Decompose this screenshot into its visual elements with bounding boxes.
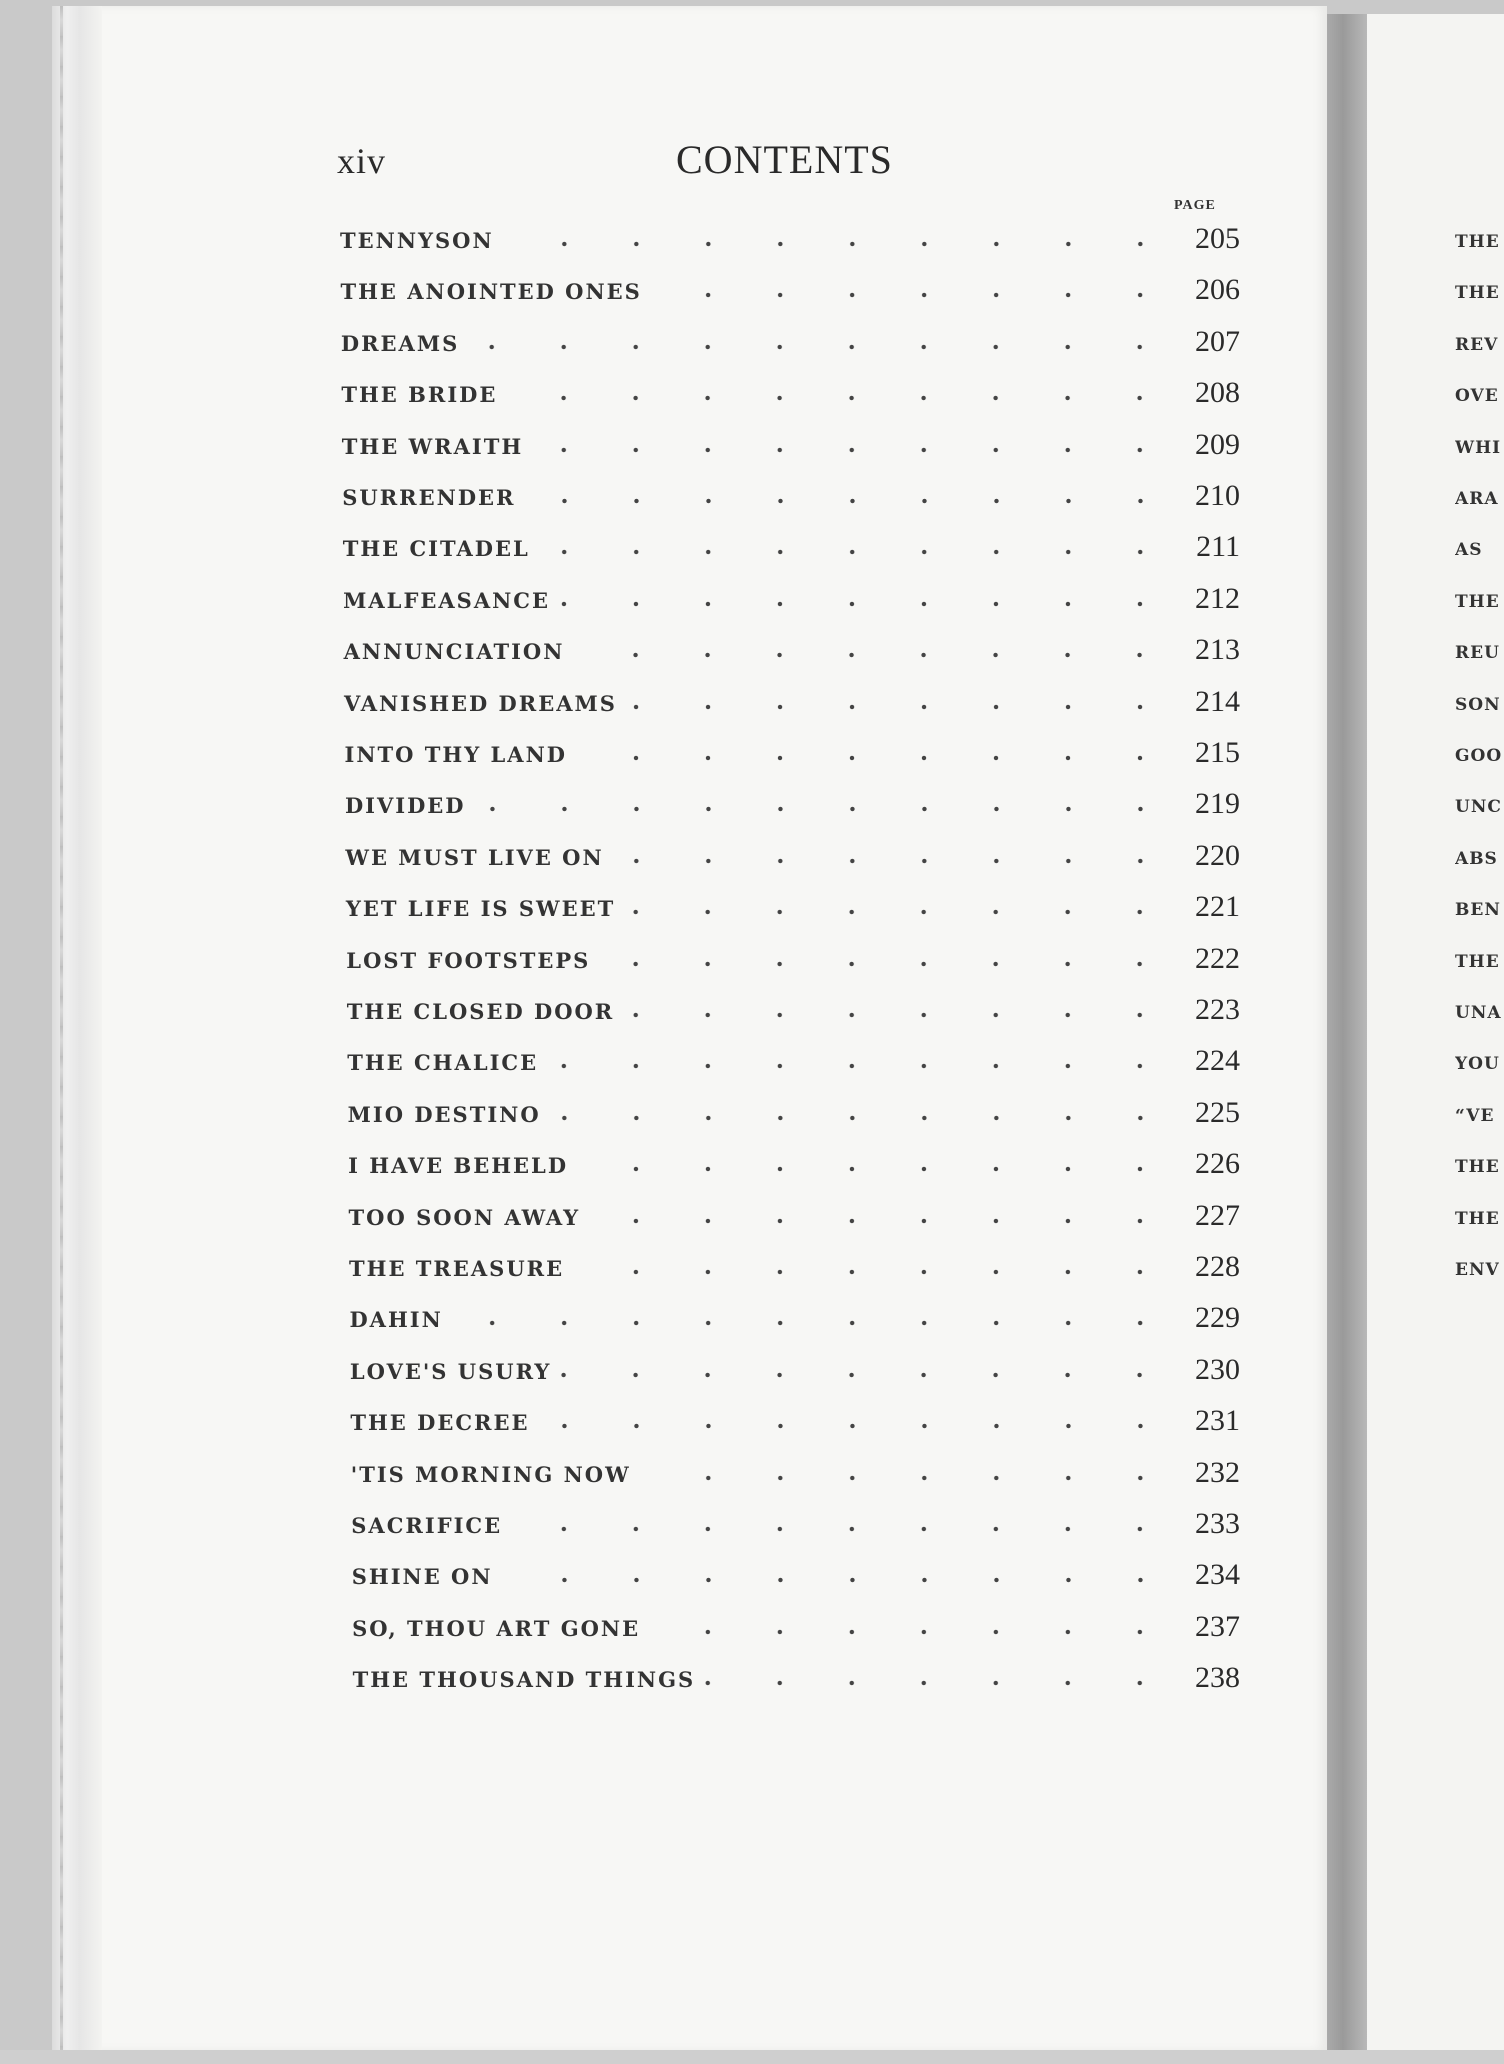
toc-entry-page: 232 (1194, 1455, 1240, 1489)
toc-entry (349, 1301, 1240, 1341)
facing-page-fragment: THE (1455, 1208, 1500, 1229)
dot-leader (526, 498, 1176, 504)
dot-leader (548, 1063, 1176, 1069)
toc-entry-title: MIO DESTINO (347, 1101, 541, 1127)
facing-page-fragment: REV (1455, 334, 1499, 355)
dot-leader (533, 447, 1176, 453)
toc-entry-page: 225 (1194, 1095, 1240, 1129)
page-title: CONTENTS (676, 137, 893, 182)
toc-entry-page: 214 (1194, 684, 1240, 718)
toc-entry-page: 230 (1194, 1352, 1240, 1386)
toc-entry-page: 213 (1194, 633, 1240, 667)
toc-entry (348, 1096, 1240, 1136)
toc-entry-page: 231 (1194, 1404, 1240, 1438)
facing-page-fragment: BEN (1455, 900, 1501, 921)
facing-page-fragment: ENV (1455, 1260, 1500, 1280)
toc-entry-title: SO, THOU ART GONE (352, 1615, 641, 1641)
dot-leader (540, 549, 1176, 555)
dot-leader (574, 652, 1176, 658)
toc-entry (350, 1353, 1240, 1393)
page-number-folio: xiv (337, 141, 387, 181)
toc-entry-page: 206 (1194, 273, 1240, 307)
facing-page-fragment: AS (1455, 540, 1483, 561)
dot-leader (561, 1372, 1176, 1378)
dot-leader (627, 704, 1176, 710)
toc-entry (352, 1610, 1240, 1650)
page-column-label: PAGE (1174, 198, 1216, 213)
toc-entry-page: 212 (1194, 581, 1240, 615)
toc-entry (344, 685, 1240, 725)
scan-border (0, 2050, 1504, 2064)
toc-entry-title: TOO SOON AWAY (348, 1204, 581, 1230)
facing-page-fragment: “VE (1455, 1105, 1495, 1126)
facing-page-fragment: YOU (1455, 1054, 1500, 1075)
dot-leader (503, 1577, 1176, 1583)
facing-page-fragment: SON (1455, 694, 1501, 715)
facing-page-fragment: ARA (1455, 489, 1499, 509)
toc-entry (351, 1456, 1240, 1496)
dot-leader (507, 395, 1176, 401)
toc-entry-page: 223 (1195, 993, 1240, 1026)
toc-entry (349, 1199, 1240, 1239)
toc-entry (341, 376, 1240, 416)
dot-leader (574, 1269, 1176, 1275)
facing-page-fragment: THE (1455, 591, 1500, 612)
toc-entry (340, 222, 1240, 262)
page-edge (52, 6, 102, 2051)
toc-entry (347, 1044, 1240, 1084)
toc-entry-title: SHINE ON (351, 1564, 493, 1590)
toc-entry-title: SACRIFICE (351, 1513, 503, 1538)
dot-leader (650, 1629, 1176, 1635)
facing-page-fragment: GOO (1455, 746, 1503, 766)
toc-entry-title: YET LIFE IS SWEET (345, 896, 616, 922)
toc-entry (349, 1250, 1240, 1290)
toc-entry-title: I HAVE BEHELD (348, 1153, 569, 1179)
toc-entry-page: 222 (1194, 941, 1240, 975)
facing-page-fragment: THE (1455, 283, 1500, 304)
dot-leader (652, 292, 1176, 298)
toc-entry (345, 787, 1240, 827)
toc-entry-title: THE THOUSAND THINGS (352, 1667, 696, 1693)
toc-entry-page: 237 (1194, 1609, 1240, 1643)
toc-entry-page: 227 (1194, 1198, 1240, 1232)
facing-page (1367, 14, 1504, 2059)
toc-entry-page: 224 (1194, 1044, 1240, 1078)
toc-entry-page: 210 (1195, 479, 1240, 512)
facing-page-fragment: UNA (1455, 1003, 1502, 1023)
toc-entry-title: DREAMS (340, 330, 460, 356)
toc-entry-title: THE CITADEL (342, 536, 530, 562)
toc-entry-title: ANNUNCIATION (343, 639, 565, 665)
dot-leader (453, 1320, 1176, 1326)
toc-entry-title: 'TIS MORNING NOW (350, 1461, 631, 1487)
toc-entry-title: INTO THY LAND (344, 742, 567, 767)
facing-page-fragment: UNC (1455, 797, 1502, 818)
toc-entry-title: VANISHED DREAMS (344, 690, 617, 716)
dot-leader (577, 755, 1176, 761)
toc-entry-title: MALFEASANCE (343, 587, 551, 613)
toc-entry-page: 211 (1196, 530, 1240, 564)
toc-entry (340, 273, 1240, 313)
toc-entry-page: 219 (1194, 787, 1240, 821)
facing-page-fragment: ABS (1455, 848, 1498, 869)
toc-entry (342, 479, 1240, 519)
dot-leader (551, 1115, 1176, 1121)
facing-page-fragment: THE (1455, 951, 1500, 972)
dot-leader (540, 1423, 1176, 1429)
toc-entry (345, 839, 1240, 879)
toc-entry (344, 633, 1240, 673)
dot-leader (641, 1475, 1176, 1481)
dot-leader (600, 961, 1176, 967)
toc-entry-title: WE MUST LIVE ON (345, 844, 604, 870)
facing-page-fragment: WHI (1455, 437, 1502, 458)
dot-leader (590, 1218, 1176, 1224)
facing-page-fragment: REU (1455, 643, 1500, 664)
dot-leader (705, 1680, 1176, 1686)
toc-entry-title: DAHIN (349, 1307, 443, 1333)
toc-entry (347, 993, 1240, 1033)
toc-entry-page: 207 (1194, 324, 1240, 358)
toc-entry (351, 1507, 1240, 1547)
toc-entry-title: TENNYSON (340, 228, 494, 253)
toc-entry (346, 890, 1240, 930)
toc-entry-title: DIVIDED (344, 793, 466, 819)
toc-entry-page: 238 (1194, 1661, 1240, 1695)
toc-entry-page: 221 (1194, 890, 1240, 924)
dot-leader (578, 1166, 1176, 1172)
toc-entry-title: LOVE'S USURY (349, 1358, 552, 1384)
toc-entry-page: 233 (1195, 1507, 1240, 1540)
toc-entry (343, 530, 1240, 570)
toc-entry-page: 226 (1194, 1147, 1240, 1181)
toc-entry-title: THE DECREE (350, 1410, 530, 1436)
dot-leader (625, 909, 1176, 915)
toc-entry (350, 1404, 1240, 1444)
toc-entry-title: THE WRAITH (341, 433, 524, 459)
toc-entry-page: 228 (1195, 1250, 1240, 1283)
toc-entry-page: 229 (1194, 1301, 1240, 1335)
dot-leader (512, 1526, 1176, 1532)
toc-entry-page: 205 (1195, 222, 1240, 255)
toc-entry-title: THE BRIDE (341, 382, 498, 408)
dot-leader (624, 1012, 1176, 1018)
toc-entry (343, 582, 1240, 622)
toc-entry-title: THE CHALICE (347, 1050, 539, 1076)
toc-entry (341, 325, 1240, 365)
toc-entry-title: LOST FOOTSTEPS (346, 947, 591, 973)
dot-leader (476, 806, 1176, 812)
toc-entry-title: THE CLOSED DOOR (346, 999, 615, 1024)
toc-entry-title: THE TREASURE (349, 1256, 565, 1281)
facing-page-fragment: THE (1455, 232, 1500, 252)
toc-entry (342, 428, 1240, 468)
toc-entry (353, 1661, 1240, 1701)
dot-leader (504, 241, 1176, 247)
toc-entry (346, 942, 1240, 982)
toc-entry (352, 1558, 1240, 1598)
facing-page-fragment: THE (1455, 1157, 1500, 1178)
toc-entry-page: 215 (1195, 736, 1240, 769)
toc-entry-page: 208 (1194, 376, 1240, 410)
dot-leader (560, 601, 1176, 607)
toc-entry (348, 1147, 1240, 1187)
book-gutter (1327, 14, 1367, 2059)
dot-leader (469, 344, 1176, 350)
toc-entry (345, 736, 1241, 776)
toc-entry-page: 234 (1194, 1558, 1240, 1592)
toc-entry-title: SURRENDER (342, 485, 516, 510)
facing-page-fragment: OVE (1455, 386, 1499, 407)
toc-entry-page: 209 (1194, 427, 1240, 461)
toc-entry-title: THE ANOINTED ONES (340, 279, 642, 305)
toc-entry-page: 220 (1194, 838, 1240, 872)
dot-leader (614, 858, 1176, 864)
